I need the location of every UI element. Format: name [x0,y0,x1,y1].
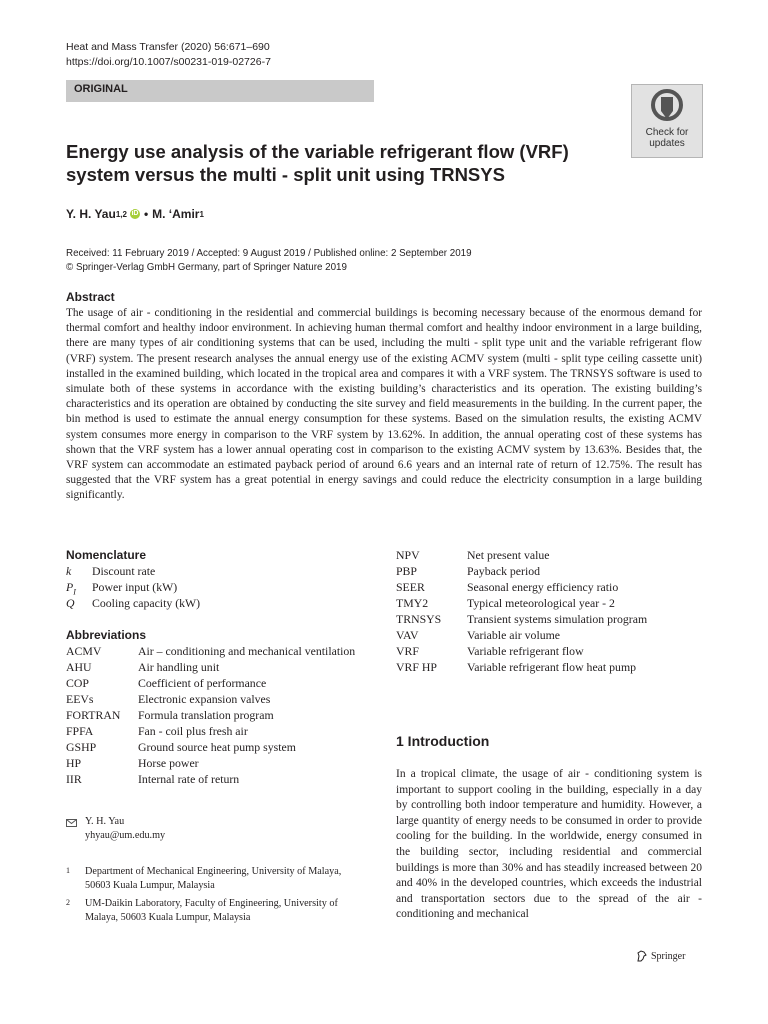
crossmark-line1: Check for [645,127,689,138]
nomenclature-symbol: $P_I$ [66,580,76,597]
affiliation-number: 1 [66,866,70,875]
abbreviation-definition: Net present value [467,548,550,562]
affiliation-number: 2 [66,898,70,907]
abbreviation-definition: Variable air volume [467,628,561,642]
abbreviation-definition: Payback period [467,564,541,578]
orcid-icon[interactable]: iD [131,210,139,217]
abbreviation-definition: Electronic expansion valves [138,692,271,706]
journal-header [66,40,271,70]
abbreviation-term: VRF HP [396,660,437,674]
crossmark-badge[interactable] [631,84,703,158]
abbreviation-definition: Typical meteorological year - 2 [467,596,615,610]
abbreviation-definition: Air – conditioning and mechanical ventilation [138,644,356,658]
abbreviation-definition: Fan - coil plus fresh air [138,724,248,738]
date-history: Received: 11 February 2019 / Accepted: 9 August 2019 / Published online: 2 September 2019 [66,248,472,259]
article-type-bar [66,80,374,102]
abbreviation-term: AHU [66,660,92,674]
nomenclature-heading: Nomenclature [66,548,147,562]
publisher-name: Springer [651,950,686,962]
abbreviations-heading: Abbreviations [66,628,147,642]
author-list [66,207,204,221]
abbreviation-definition: Air handling unit [138,660,220,674]
section-heading-introduction: 1 Introduction [396,733,490,749]
abbreviation-term: COP [66,676,89,690]
nomenclature-symbol: k [66,564,72,578]
abbreviation-term: EEVs [66,692,94,706]
nomenclature-definition: Cooling capacity (kW) [92,596,201,610]
abbreviation-definition: Variable refrigerant flow heat pump [467,660,637,674]
article-title: Energy use analysis of the variable refrigerant flow (VRF) system versus the multi - split unit using TRNSYS [66,141,569,185]
springer-horse-icon [636,950,648,962]
abstract-heading: Abstract [66,290,115,304]
abbreviation-term: VAV [396,628,419,642]
abbreviation-term: TRNSYS [396,612,442,626]
abbreviation-term: PBP [396,564,417,578]
author-name[interactable]: M. ‘Amir [152,207,200,221]
nomenclature-symbol: Q [66,596,75,610]
crossmark-icon [651,89,683,123]
nomenclature-definition: Power input (kW) [92,580,178,594]
affiliation-text: Department of Mechanical Engineering, University of Malaya, 50603 Kuala Lumpur, Malaysia [85,866,342,891]
journal-citation: Heat and Mass Transfer (2020) 56:671–690 [66,41,270,53]
nomenclature-definition: Discount rate [92,564,156,578]
abbreviation-term: SEER [396,580,425,594]
abbreviation-definition: Ground source heat pump system [138,740,296,754]
author-separator: • [143,207,149,221]
abbreviation-term: VRF [396,644,419,658]
author-affiliation-marker: 1 [199,209,204,219]
doi-link[interactable]: https://doi.org/10.1007/s00231-019-02726-7 [66,56,271,68]
abbreviation-term: HP [66,756,82,770]
article-type-label: ORIGINAL [74,83,128,95]
abstract-text: The usage of air - conditioning in the residential and commercial buildings is becoming necessary because of the enormous demand for thermal comfort and healthy indoor environment. In achieving human thermal comfort and healthy indoor environment in a large building, there are many types of air conditioning systems that can be used, including the multi - split type unit and the variable refrigerant flow (VRF) system. The present research analyses the annual energy use of the existing ACMV system (multi - split type ceiling cassette unit) installed in the examined building, which located in the tropical area and compares it with a VRF system. The TRNSYS software is used to simulate both of these systems in accordance with the existing building’s characteristics and its operation. The existing building’s characteristics and its operation are obtained by conducting the site survey and field measurements in the building. In the current paper, the bin method is used to estimate the annual energy consumption for these systems. Based on the simulation results, the existing ACMV system consumes more energy in comparison to the VRF system by 13.62%. In addition, the annual operating cost of these systems has shown that the VRF system has a lower annual operating cost in comparison to the existing ACMV system by 13.63%. Besides that, the VRF system can accommodate an estimated payback period of around 6.6 years and an internal rate of return of 12.75%. The result has suggested that the VRF system has a great potential in energy savings and could reduce the electricity consumption in a large building significantly. [66,307,702,502]
correspondence-name: Y. H. Yau [85,816,125,827]
publication-dates [66,247,472,275]
abbreviation-term: NPV [396,548,420,562]
abbreviation-term: FPFA [66,724,94,738]
abbreviation-definition: Variable refrigerant flow [467,644,584,658]
publisher-logo [636,950,685,962]
affiliation-text: UM-Daikin Laboratory, Faculty of Engineering, University of Malaya, 50603 Kuala Lumpur, Malaysia [85,898,338,923]
author-affiliation-marker: 1,2 [115,209,127,219]
correspondence-email[interactable]: yhyau@um.edu.my [85,830,166,841]
abbreviation-definition: Seasonal energy efficiency ratio [467,580,619,594]
abbreviation-term: FORTRAN [66,708,121,722]
abbreviation-term: GSHP [66,740,97,754]
abbreviation-definition: Transient systems simulation program [467,612,648,626]
envelope-icon [66,819,77,827]
author-name[interactable]: Y. H. Yau [66,207,116,221]
abbreviation-definition: Horse power [138,756,199,770]
abbreviation-term: TMY2 [396,596,429,610]
introduction-text: In a tropical climate, the usage of air - conditioning system is important to support cooling in the building, especially in a day by controlling both indoor temperature and humidity. However, a large quantity of energy needs to be consumed in order to provide cooling for the building. In the worldwide, energy consumed in the building sector, including residential and commercial buildings is more than 30% and has steadily increased between 20 and 40% in the developed countries, which exceeds the industrial and transportation sectors due to the spread of the air - conditioning and mechanical [396,768,702,921]
abbreviation-term: IIR [66,772,82,786]
crossmark-line2: updates [649,138,685,149]
abbreviation-definition: Formula translation program [138,708,274,722]
abbreviation-term: ACMV [66,644,102,658]
abbreviation-definition: Coefficient of performance [138,676,267,690]
abbreviation-definition: Internal rate of return [138,772,240,786]
copyright-line: © Springer-Verlag GmbH Germany, part of Springer Nature 2019 [66,262,347,273]
